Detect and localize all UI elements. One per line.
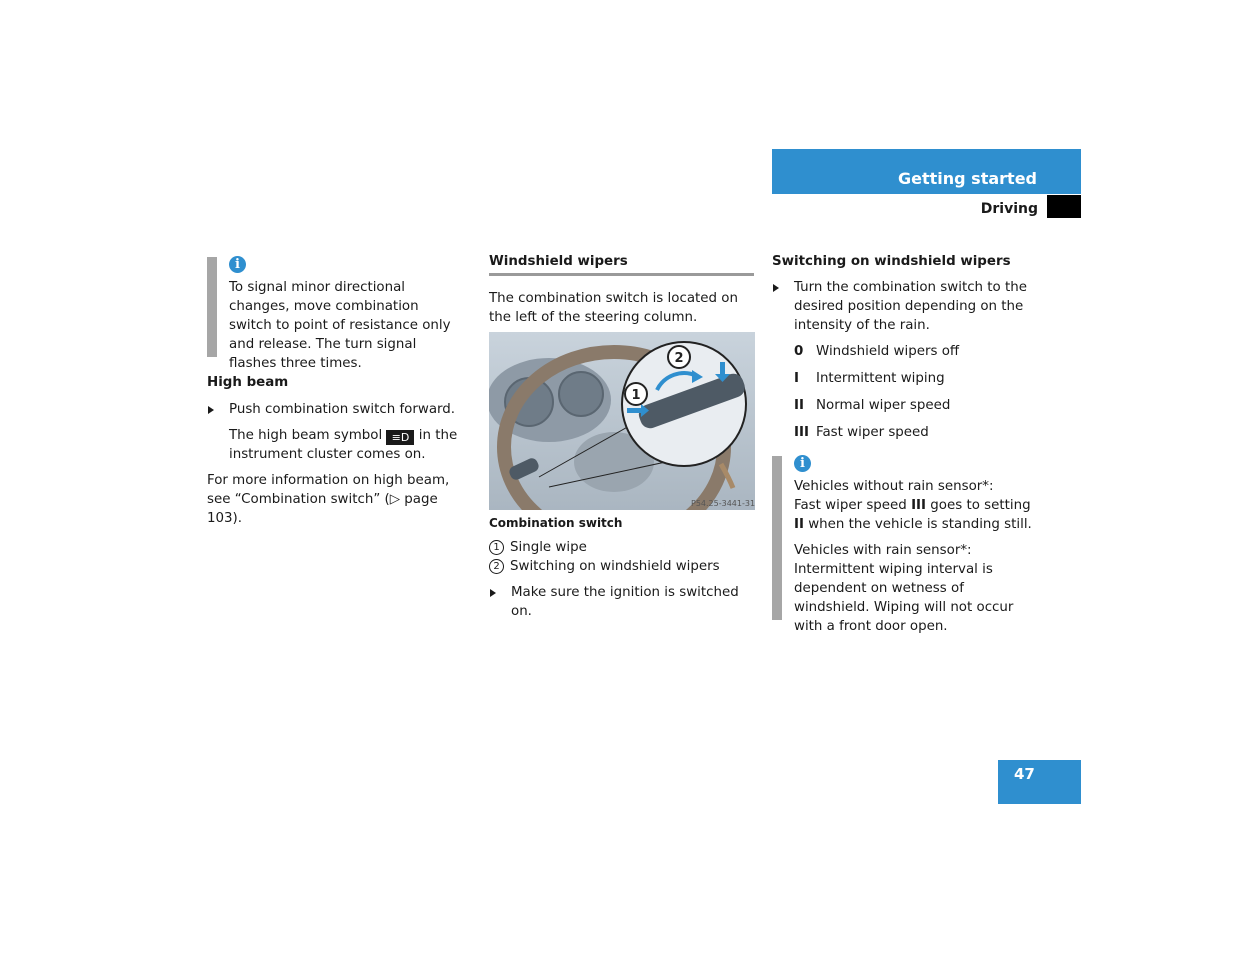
legend-item-2 (489, 557, 755, 576)
settings-list (772, 342, 1037, 442)
setting-key: III (911, 498, 927, 513)
svg-text:2: 2 (674, 351, 684, 366)
step-text: Push combination switch forward. (229, 402, 456, 417)
high-beam-heading: High beam (207, 375, 289, 390)
result-text-post: in the instrument cluster comes on. (229, 428, 458, 462)
legend-item-1 (489, 538, 755, 557)
more-info-text: For more information on high beam, see “Combination switch” (▷ page 103). (207, 473, 450, 526)
setting-key: II (794, 517, 804, 532)
info-line: when the vehicle is standing still. (808, 517, 1032, 532)
heading-rule (489, 273, 754, 276)
step-text: Turn the combination switch to the desired position depending on the intensity of the rain. (794, 280, 1027, 333)
svg-text:1: 1 (631, 388, 641, 403)
info-note-right (794, 454, 1039, 636)
setting-text: Intermittent wiping (816, 371, 945, 386)
info-bar (772, 456, 782, 620)
bullet-triangle-icon (773, 284, 779, 292)
section-title: Getting started (898, 169, 1037, 188)
step-item (489, 583, 755, 621)
section-header-bar (772, 149, 1081, 194)
steering-column-illustration (489, 332, 755, 510)
setting-item (794, 369, 1037, 388)
bullet-triangle-icon (208, 406, 214, 414)
page-number-box (998, 760, 1081, 804)
bullet-triangle-icon (490, 589, 496, 597)
setting-item (794, 342, 1037, 361)
info-line: Vehicles without rain sensor*: (794, 479, 994, 494)
section-marker (1047, 195, 1081, 218)
setting-item (794, 396, 1037, 415)
info-line: Fast wiper speed (794, 498, 907, 513)
wipers-heading: Windshield wipers (489, 254, 628, 269)
setting-text: Normal wiper speed (816, 398, 951, 413)
result-text-pre: The high beam symbol (229, 428, 383, 443)
high-beam-section (207, 373, 467, 528)
switching-heading: Switching on windshield wipers (772, 254, 1011, 269)
setting-text: Fast wiper speed (816, 425, 929, 440)
figure-code: P54.25-3441-31 (691, 499, 755, 508)
subsection-title: Driving (980, 201, 1038, 217)
step-item (772, 278, 1037, 335)
wipers-intro: The combination switch is located on the left of the steering column. (489, 291, 738, 325)
info-note-left (229, 255, 464, 373)
legend-text: Single wipe (510, 540, 587, 555)
info-icon: i (229, 256, 246, 273)
switching-on-section (772, 252, 1037, 442)
figure-caption: Combination switch (489, 516, 623, 530)
wipers-section (489, 252, 755, 327)
step-text: Make sure the ignition is switched on. (511, 585, 739, 619)
setting-item (794, 423, 1037, 442)
figure-legend (489, 514, 755, 621)
setting-key: III (794, 425, 809, 440)
callout-number: 2 (489, 559, 504, 574)
info-no-rain-sensor (794, 477, 1039, 534)
setting-key: 0 (794, 344, 804, 359)
step-item (207, 400, 467, 419)
info-rain-sensor: Vehicles with rain sensor*: Intermittent wiping interval is dependent on wetness of windshield. Wiping will not occur with a front door open. (794, 543, 1014, 634)
info-text: To signal minor directional changes, move combination switch to point of resistance only and release. The turn signal flashes three times. (229, 280, 451, 371)
page-number: 47 (1014, 765, 1035, 783)
result-text (207, 426, 467, 464)
legend-text: Switching on windshield wipers (510, 559, 720, 574)
combination-switch-figure (489, 332, 755, 510)
setting-key: II (794, 398, 804, 413)
info-line: goes to setting (930, 498, 1031, 513)
setting-key: I (794, 371, 799, 386)
high-beam-icon: ≡D (386, 430, 414, 445)
info-bar (207, 257, 217, 357)
setting-text: Windshield wipers off (816, 344, 960, 359)
callout-number: 1 (489, 540, 504, 555)
info-icon: i (794, 455, 811, 472)
